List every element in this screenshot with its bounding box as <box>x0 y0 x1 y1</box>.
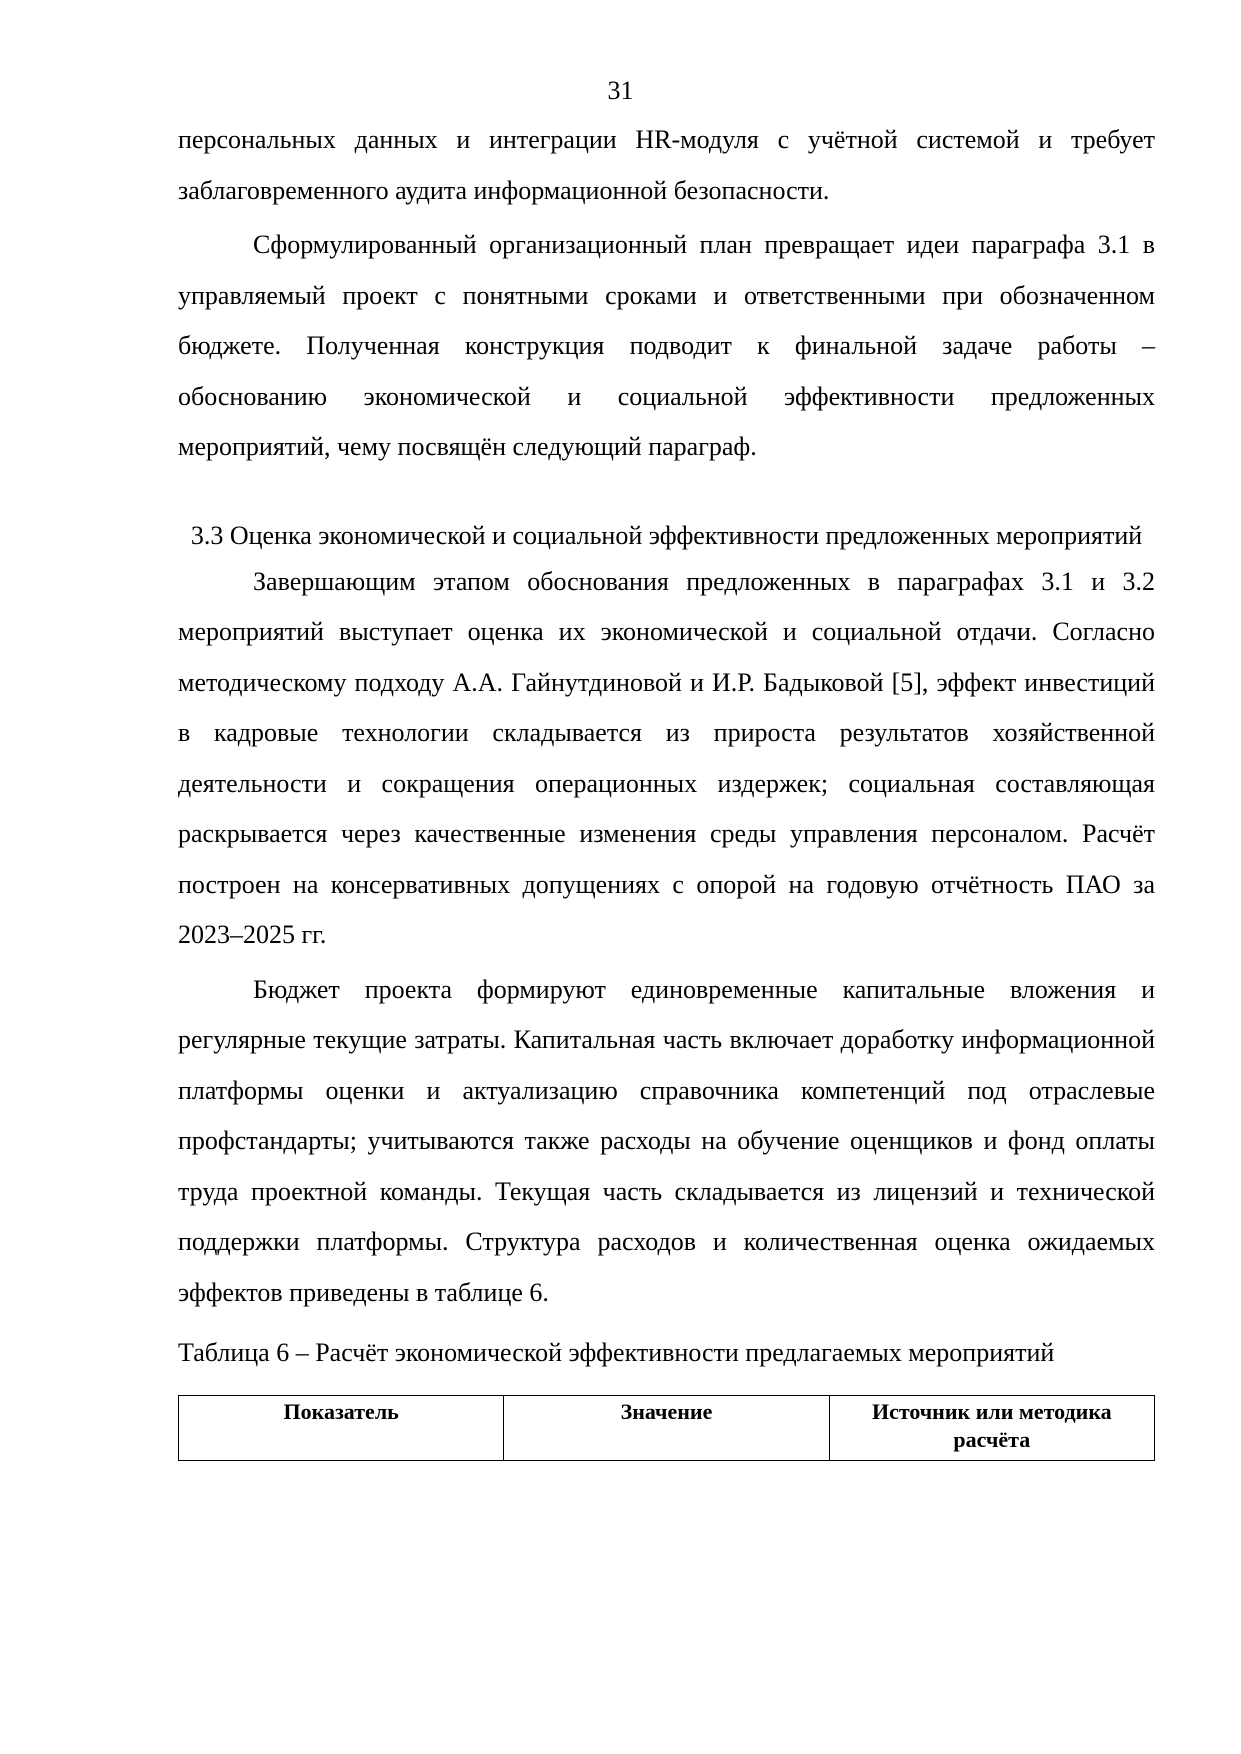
paragraph-continuation: персональных данных и интеграции HR-модуля с учётной системой и требует заблаговременного аудита информационной безопасности. <box>178 125 1155 205</box>
paragraph-project-budget: Бюджет проекта формируют единовременные капитальные вложения и регулярные текущие затраты. Капитальная часть включает доработку информационной платформы оценки и актуализацию справочника компетенций под отраслевые профстандарты; учитываются также расходы на обучение оценщиков и фонд оплаты труда проектной команды. Текущая часть складывается из лицензий и технической поддержки платформы. Структура расходов и количественная оценка ожидаемых эффектов приведены в таблице 6. <box>178 974 1155 1307</box>
paragraph-evaluation-approach: Завершающим этапом обоснования предложенных в параграфах 3.1 и 3.2 мероприятий выступает оценка их экономической и социальной отдачи. Согласно методическому подходу А.А. Гайнутдиновой и И.Р. Бадыковой [5], эффект инвестиций в кадровые технологии складывается из прироста результатов хозяйственной деятельности и сокращения операционных издержек; социальная составляющая раскрывается через качественные изменения среды управления персоналом. Расчёт построен на консервативных допущениях с опорой на годовую отчётность ПАО за 2023–2025 гг. <box>178 566 1155 949</box>
table-caption: Таблица 6 – Расчёт экономической эффективности предлагаемых мероприятий <box>178 1338 1055 1367</box>
page-number: 31 <box>607 76 634 105</box>
efficiency-table <box>178 1395 1155 1461</box>
paragraph-organizational-plan: Сформулированный организационный план превращает идеи параграфа 3.1 в управляемый проект с понятными сроками и ответственными при обозначенном бюджете. Полученная конструкция подводит к финальной задаче работы – обоснованию экономической и социальной эффективности предложенных мероприятий, чему посвящён следующий параграф. <box>178 230 1155 461</box>
table-header-source: Источник или методика расчёта <box>829 1395 1154 1460</box>
table-header-value: Значение <box>504 1395 829 1460</box>
table-header-row <box>179 1395 1155 1460</box>
section-heading: 3.3 Оценка экономической и социальной эффективности предложенных мероприятий <box>190 520 1143 550</box>
document-body <box>178 115 1155 1461</box>
table-header-indicator: Показатель <box>179 1395 504 1460</box>
